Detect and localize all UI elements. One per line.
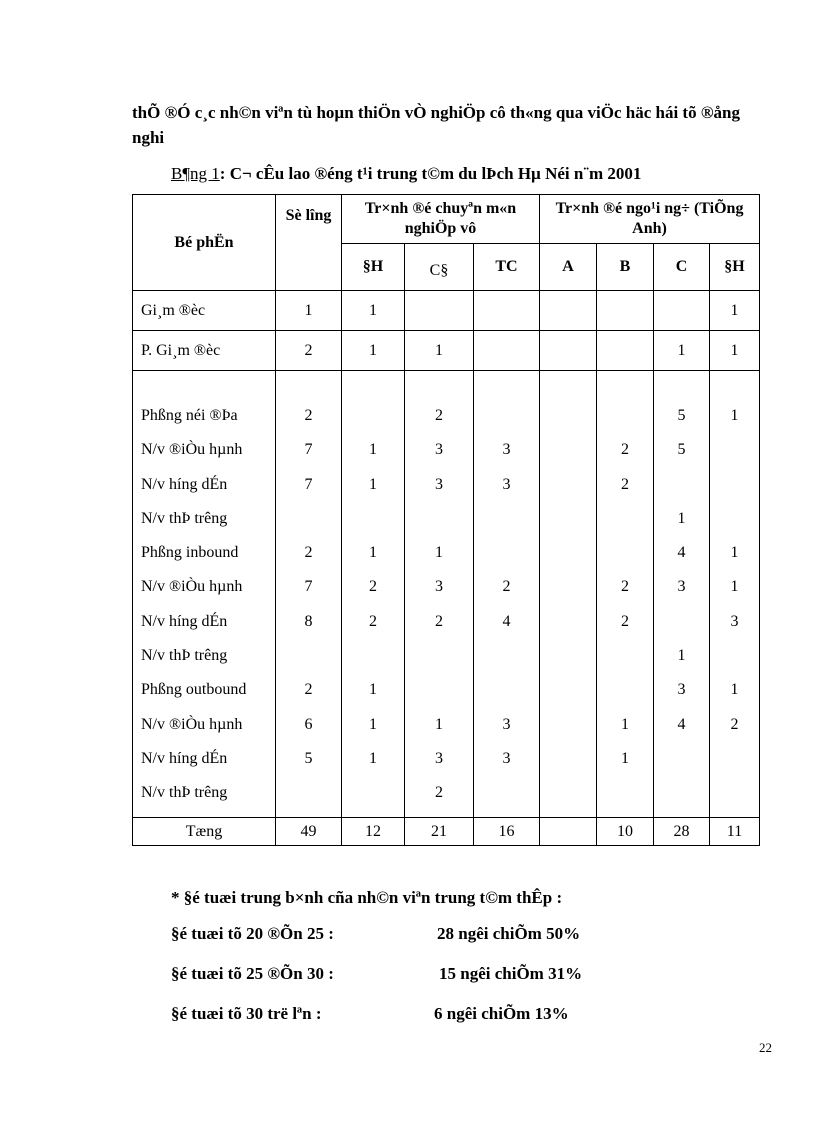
total-cell: 16 [474,818,540,846]
block-prof-college-cell [405,371,474,818]
block-cell: 1 [730,681,739,699]
block-cell: 1 [435,544,443,562]
block-cell: 2 [621,475,629,493]
block-cell [540,742,596,776]
block-cell: 2 [304,681,313,699]
intro-paragraph: thÕ ®Ó c¸c nh©n viªn tù hoµn thiÖn vÒ nghiÖp cô th«ng qua viÖc häc hái tõ ®ång nghi [132,103,740,147]
block-cell [276,639,341,673]
block-cell [710,639,759,673]
table-cell: 1 [276,291,342,331]
block-cell [654,605,709,639]
block-cell [710,776,759,810]
block-cell: 3 [502,475,511,493]
table-cell: 1 [342,331,405,371]
total-cell: 10 [597,818,654,846]
block-cell [540,399,596,433]
block-row-label: Phßng néi ®Þa [141,407,238,424]
block-cell [654,776,709,810]
block-cell [405,673,473,707]
workforce-table [132,194,760,846]
block-cell: 3 [435,578,443,596]
header-department: Bé phËn [133,195,276,291]
block-cell: 1 [369,441,377,459]
block-cell: 2 [621,441,629,459]
block-row-label: N/v híng dÉn [141,475,228,493]
block-cell [540,673,596,707]
header-language-level: Tr×nh ®é ngo¹i ng÷ (TiÕng Anh) [540,195,760,244]
total-cell [540,818,597,846]
block-cell: 2 [304,544,313,562]
block-cell: 4 [677,544,686,562]
table-cell: 2 [276,331,342,371]
block-cell: 1 [730,544,739,562]
block-cell: 1 [621,715,629,733]
header-lang-a: A [540,244,597,291]
table-cell [405,291,474,331]
header-lang-b: B [597,244,654,291]
header-lang-university: §H [710,244,760,291]
table-cell: 1 [654,331,710,371]
block-row-label: N/v ®iÒu hµnh [141,441,243,459]
block-row-label: N/v thÞ trêng [141,784,228,802]
block-cell [710,502,759,536]
row-label: P. Gi¸m ®èc [133,331,276,371]
block-count-cell [276,371,342,818]
block-row-label: Phßng inbound [141,544,239,562]
table-cell [540,291,597,331]
total-row [133,818,760,846]
block-row-label: N/v thÞ trêng [141,647,228,665]
block-cell: 1 [677,647,686,665]
block-cell [342,776,404,810]
table-cell [654,291,710,331]
table-caption-text: : C¬ cÊu lao ®éng t¹i trung t©m du lÞch Hµ Néi n¨m 2001 [219,164,642,183]
block-cell [276,502,341,536]
block-cell [342,502,404,536]
row-label: Gi¸m ®èc [133,291,276,331]
age-range-value: 15 ngêi chiÕm 31% [439,964,583,983]
table-cell [540,331,597,371]
block-cell [540,536,596,570]
page-number: 22 [759,1040,772,1055]
block-cell: 2 [369,578,377,596]
block-cell: 3 [502,715,511,733]
block-lang-a-cell [540,371,597,818]
table-cell: 1 [710,291,760,331]
block-cell [540,433,596,467]
block-cell: 1 [369,749,377,767]
block-cell: 3 [502,441,511,459]
block-cell [405,639,473,673]
block-cell: 8 [304,612,313,630]
table-cell: 1 [710,331,760,371]
age-stat-row [171,1000,731,1040]
block-cell [342,639,404,673]
block-cell [654,742,709,776]
block-cell [540,708,596,742]
block-cell [540,776,596,810]
block-cell: 5 [677,407,686,424]
block-cell: 3 [435,441,443,459]
block-cell: 3 [677,578,686,596]
age-range-label: §é tuæi tõ 20 ®Õn 25 : [171,924,334,943]
block-cell: 2 [435,612,443,630]
table-caption-label: B¶ng 1 [171,164,220,183]
age-range-value: 28 ngêi chiÕm 50% [437,924,581,943]
block-cell [597,776,653,810]
block-cell [474,673,539,707]
block-cell: 1 [435,715,443,733]
header-prof-university: §H [342,244,405,291]
block-cell [597,536,653,570]
table-cell [597,291,654,331]
table-block-row [133,371,760,818]
block-cell: 7 [304,578,313,596]
block-row-label: N/v thÞ trêng [141,509,228,527]
age-stat-row [171,960,731,1000]
block-cell: 4 [677,715,686,733]
block-cell: 2 [621,578,629,596]
block-prof-university-cell [342,371,405,818]
block-cell: 5 [304,749,313,767]
age-statistics [171,884,731,1040]
age-range-label: §é tuæi tõ 30 trë lªn : [171,1004,322,1023]
block-cell: 3 [435,749,443,767]
block-cell: 2 [435,784,443,802]
block-cell: 1 [730,578,739,596]
block-prof-intermediate-cell [474,371,540,818]
block-cell [474,536,539,570]
block-cell: 2 [730,715,739,733]
table-cell [597,331,654,371]
block-cell [276,776,341,810]
block-cell: 2 [621,612,629,630]
block-row-label: N/v híng dÉn [141,749,228,767]
block-cell: 3 [502,749,511,767]
block-lang-c-cell [654,371,710,818]
total-cell: 49 [276,818,342,846]
block-cell: 1 [369,715,377,733]
total-label: Tæng [133,818,276,846]
block-cell: 2 [369,612,377,630]
block-cell [540,502,596,536]
block-cell: 2 [502,578,511,596]
block-cell [540,639,596,673]
block-cell [540,605,596,639]
block-cell [597,673,653,707]
block-labels-cell [133,371,276,818]
block-cell: 1 [621,749,629,767]
block-cell: 7 [304,441,313,459]
block-cell [710,433,759,467]
total-cell: 12 [342,818,405,846]
block-cell: 2 [435,407,443,424]
block-cell [710,468,759,502]
block-cell: 6 [304,715,313,733]
block-cell: 5 [677,441,686,459]
block-cell: 4 [502,612,511,630]
header-prof-intermediate: TC [474,244,540,291]
total-cell: 21 [405,818,474,846]
block-cell [405,502,473,536]
block-cell: 1 [369,681,377,699]
block-cell: 2 [304,407,313,424]
block-cell: 1 [369,475,377,493]
age-stat-row [171,920,731,960]
block-cell [474,776,539,810]
age-stats-heading: * §é tuæi trung b×nh cña nh©n viªn trung t©m thÊp : [171,888,563,907]
block-cell [474,399,539,433]
total-cell: 28 [654,818,710,846]
block-cell [654,468,709,502]
block-cell [342,399,404,433]
block-cell [474,639,539,673]
block-lang-university-cell [710,371,760,818]
block-cell [597,399,653,433]
header-prof-college: C§ [405,244,474,291]
age-range-label: §é tuæi tõ 25 ®Õn 30 : [171,964,334,983]
table-cell: 1 [342,291,405,331]
block-cell: 1 [730,407,739,424]
table-cell [474,291,540,331]
table-caption [171,164,641,184]
total-cell: 11 [710,818,760,846]
block-cell [710,742,759,776]
age-range-value: 6 ngêi chiÕm 13% [434,1004,569,1023]
block-cell [540,570,596,604]
block-cell: 3 [730,612,739,630]
block-row-label: Phßng outbound [141,681,247,699]
table-cell [474,331,540,371]
header-lang-c: C [654,244,710,291]
block-row-label: N/v híng dÉn [141,612,228,630]
block-cell [474,502,539,536]
block-cell: 7 [304,475,313,493]
table-row [133,291,760,331]
block-row-label: N/v ®iÒu hµnh [141,578,243,596]
block-cell: 3 [435,475,443,493]
block-row-label: N/v ®iÒu hµnh [141,715,243,733]
header-professional-level: Tr×nh ®é chuyªn m«n nghiÖp vô [342,195,540,244]
block-cell: 1 [369,544,377,562]
block-cell [597,639,653,673]
block-cell [597,502,653,536]
block-cell: 1 [677,509,686,527]
block-lang-b-cell [597,371,654,818]
block-cell: 3 [677,681,686,699]
table-cell: 1 [405,331,474,371]
table-row [133,331,760,371]
block-cell [540,468,596,502]
header-count: Sè lîng [276,195,342,291]
